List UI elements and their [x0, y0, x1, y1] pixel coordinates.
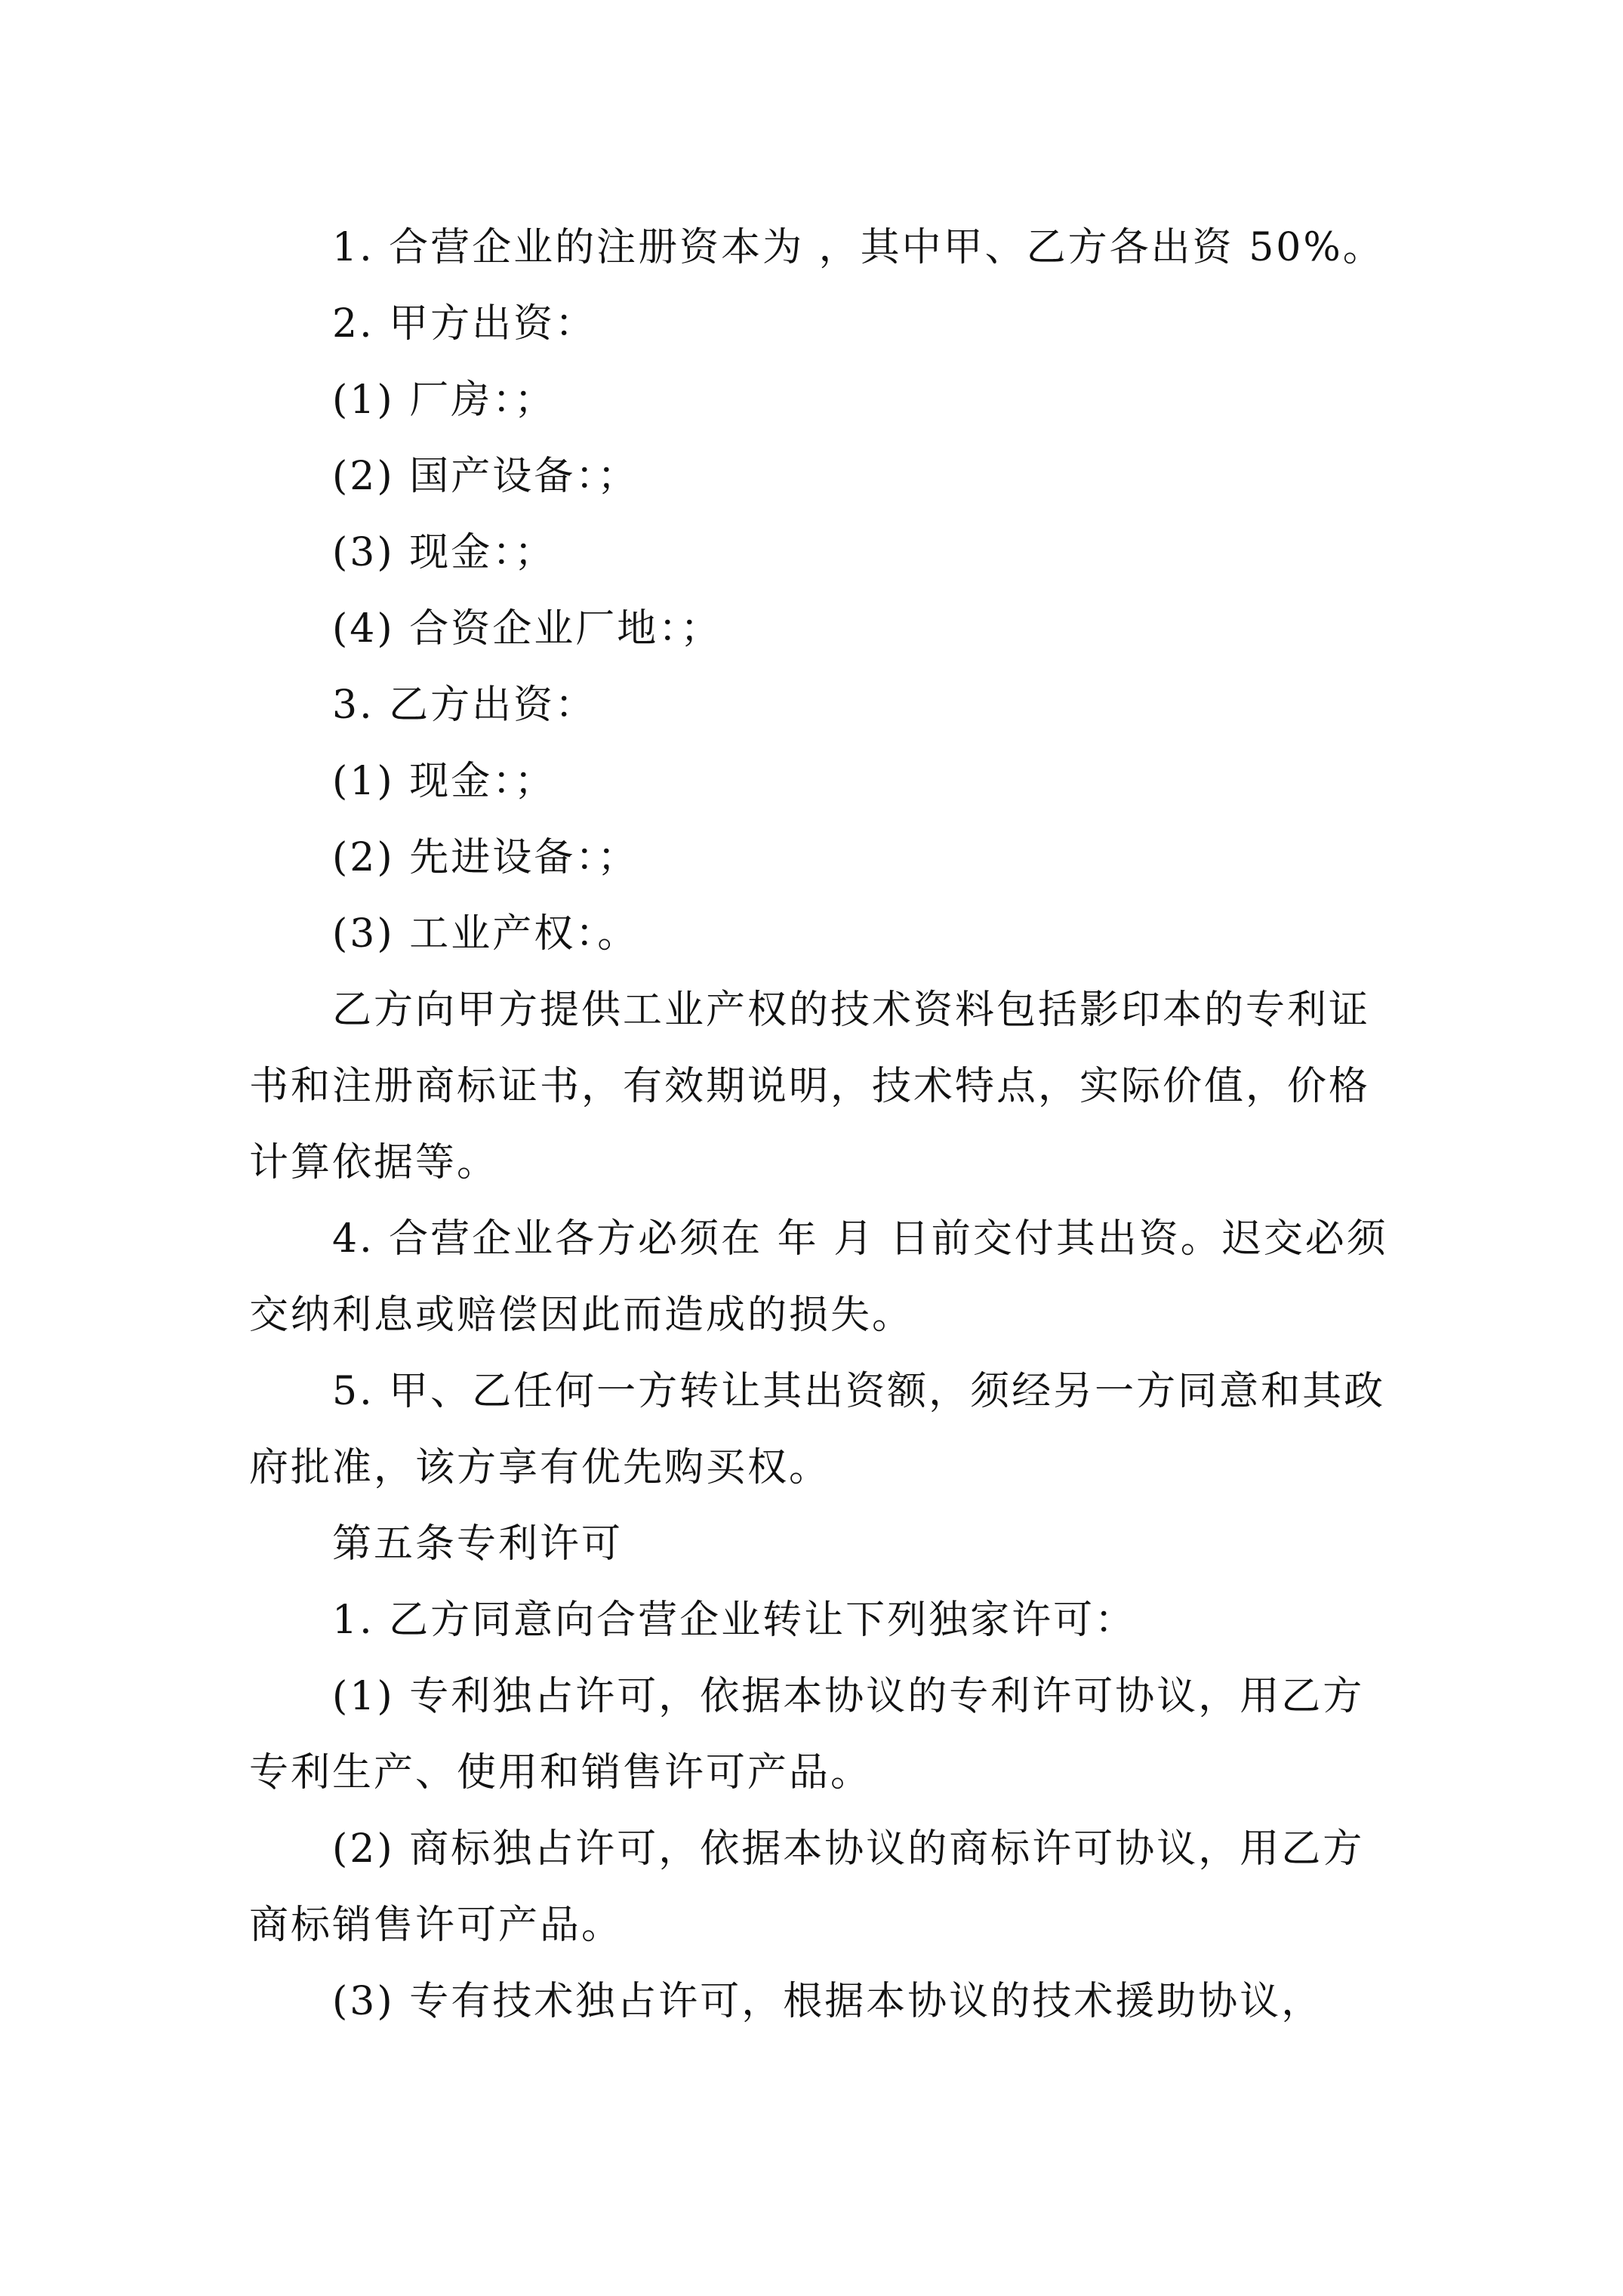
paragraph-cash-a: (3) 现金：； [332, 530, 556, 575]
paragraph-cash-b: (1) 现金：； [332, 759, 556, 804]
paragraph-transfer: 5. 甲、乙任何一方转让其出资额，须经另一方同意和其政府批准，该方享有优先购买权。 [249, 1369, 1386, 1490]
paragraph-site: (4) 合资企业厂地：； [332, 606, 722, 652]
paragraph-factory: (1) 厂房：； [332, 378, 556, 423]
paragraph-exclusive-license: 1. 乙方同意向合营企业转让下列独家许可： [332, 1598, 1137, 1643]
paragraph-party-a-contribution: 2. 甲方出资： [332, 301, 597, 347]
document-body [249, 210, 1404, 2040]
paragraph-party-b-contribution: 3. 乙方出资： [332, 683, 597, 728]
paragraph-capital: 1. 合营企业的注册资本为 ，其中甲、乙方各出资 50%。 [332, 225, 1384, 270]
paragraph-knowhow-license: (3) 专有技术独占许可，根据本协议的技术援助协议， [332, 1979, 1323, 2024]
paragraph-industrial-property: (3) 工业产权：。 [332, 911, 639, 957]
paragraph-technical-materials: 乙方向甲方提供工业产权的技术资料包括影印本的专利证书和注册商标证书，有效期说明，技术特点，实际价值，价格计算依据等。 [249, 988, 1371, 1185]
paragraph-payment-deadline: 4. 合营企业各方必须在 年 月 日前交付其出资。迟交必须交纳利息或赔偿因此而造成的损失。 [249, 1216, 1388, 1338]
paragraph-patent-license: (1) 专利独占许可，依据本协议的专利许可协议，用乙方专利生产、使用和销售许可产品。 [249, 1674, 1365, 1795]
section-heading-patent-license: 第五条专利许可 [332, 1521, 624, 1567]
paragraph-advanced-equipment: (2) 先进设备：； [332, 835, 639, 880]
paragraph-trademark-license: (2) 商标独占许可，依据本协议的商标许可协议，用乙方商标销售许可产品。 [249, 1826, 1365, 1948]
paragraph-domestic-equipment: (2) 国产设备：； [332, 454, 639, 499]
